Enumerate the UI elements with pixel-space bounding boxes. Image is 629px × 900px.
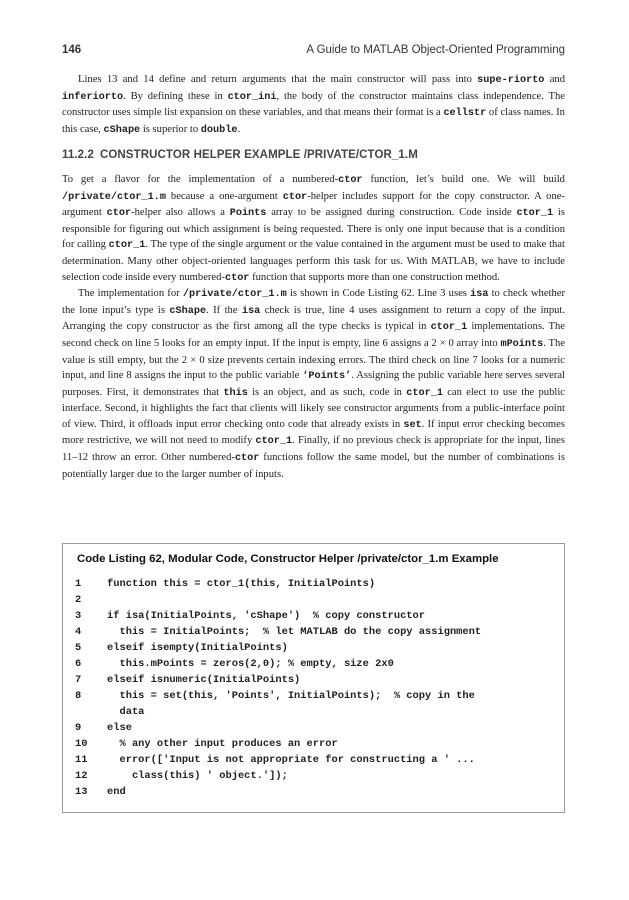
code-line <box>75 688 555 704</box>
code-line <box>75 608 555 624</box>
code-lines <box>75 576 555 800</box>
code-line <box>75 592 555 608</box>
line-number: 6 <box>75 658 82 670</box>
line-number: 3 <box>75 610 82 622</box>
line-code: error(['Input is not appropriate for constructing a ' ... <box>107 754 475 766</box>
line-code: % any other input produces an error <box>107 738 338 750</box>
line-number: 10 <box>75 738 88 750</box>
line-number: 12 <box>75 770 88 782</box>
line-code: end <box>107 786 126 798</box>
paragraph-2: To get a flavor for the implementation of a numbered-ctor function, let’s build one. We will build /private/ctor_1.m because a one-argument ctor-helper includes support for the copy constructor. A one-argument ctor-helper also allows a Points array to be assigned during construction. Code inside ctor_1 is responsible for figuring out which assignment is being requested. There is only one input because that is a condition for calling ctor_1. The type of the single argument or the value contained in the argument must be used to make that determination. Many other object-oriented languages perform this task for us. With MATLAB, we have to include selection code inside every numbered-ctor function that supports more than one construction method. <box>62 173 565 284</box>
code-line <box>75 720 555 736</box>
line-code: this = set(this, 'Points', InitialPoints); % copy in the <box>107 690 475 702</box>
page-number: 146 <box>62 44 82 56</box>
code-line <box>75 656 555 672</box>
line-code: elseif isempty(InitialPoints) <box>107 642 288 654</box>
line-number: 7 <box>75 674 82 686</box>
code-line <box>75 784 555 800</box>
code-listing-box <box>62 543 565 813</box>
line-number: 4 <box>75 626 82 638</box>
line-code: elseif isnumeric(InitialPoints) <box>107 674 301 686</box>
paragraph-3: The implementation for /private/ctor_1.m is shown in Code Listing 62. Line 3 uses isa to check whether the lone input’s type is cShape. If the isa check is true, line 4 uses assignment to return a copy of the input. Arranging the copy constructor as the first among all the type checks is typical in ctor_1 implementations. The second check on line 5 looks for an empty input. If the input is empty, line 6 assigns a 2 × 0 array into mPoints. The value is still empty, but the 2 × 0 size prevents certain indexing errors. The third check on line 7 looks for a numeric input, and line 8 assigns the input to the public variable ‘Points’. Assigning the public variable here serves several purposes. First, it demonstrates that this is an object, and as such, code in ctor_1 can elect to use the public interface. Second, it highlights the fact that clients will likely see constructor arguments from a public-interface point of view. Third, it offloads input error checking onto code that already exists in set. If input error checking becomes more restrictive, we will not need to modify ctor_1. Finally, if no previous check is appropriate for the input, lines 11–12 throw an error. Other numbered-ctor functions follow the same model, but the number of combinations is potentially larger due to the larger number of inputs. <box>62 288 566 480</box>
section-number: 11.2.2 <box>62 149 94 162</box>
line-code: data <box>107 706 145 718</box>
running-header <box>62 44 565 60</box>
line-number: 13 <box>75 786 88 798</box>
code-line <box>75 736 555 752</box>
code-listing-title: Code Listing 62, Modular Code, Constructor Helper /private/ctor_1.m Example <box>77 553 499 565</box>
line-code: this.mPoints = zeros(2,0); % empty, size 2x0 <box>107 658 394 670</box>
section-heading <box>62 148 565 164</box>
line-code: class(this) ' object.']); <box>107 770 288 782</box>
section-title: CONSTRUCTOR HELPER EXAMPLE /PRIVATE/CTOR_1.M <box>99 149 418 162</box>
line-number: 1 <box>75 578 82 590</box>
code-line <box>75 768 555 784</box>
body-text <box>62 72 565 482</box>
line-number: 2 <box>75 594 82 606</box>
line-number: 11 <box>75 754 88 766</box>
code-line <box>75 576 555 592</box>
line-code: function this = ctor_1(this, InitialPoints) <box>107 578 376 590</box>
line-number: 9 <box>75 722 82 734</box>
code-line <box>75 672 555 688</box>
line-number: 5 <box>75 642 82 654</box>
code-line <box>75 752 555 768</box>
paragraph-1: Lines 13 and 14 define and return arguments that the main constructor will pass into supe-riorto and inferiorto. By defining these in ctor_ini, the body of the constructor maintains class independence. The constructor uses simple list expansion on these variables, and that means their format is a cellstr of class names. In this case, cShape is superior to double. <box>62 74 565 136</box>
code-line <box>75 704 555 720</box>
line-code: if isa(InitialPoints, 'cShape') % copy constructor <box>107 610 426 622</box>
line-code: else <box>107 722 132 734</box>
running-title: A Guide to MATLAB Object-Oriented Programming <box>306 44 565 56</box>
code-line <box>75 640 555 656</box>
line-number: 8 <box>75 690 82 702</box>
code-line <box>75 624 555 640</box>
line-code: this = InitialPoints; % let MATLAB do the copy assignment <box>107 626 482 638</box>
